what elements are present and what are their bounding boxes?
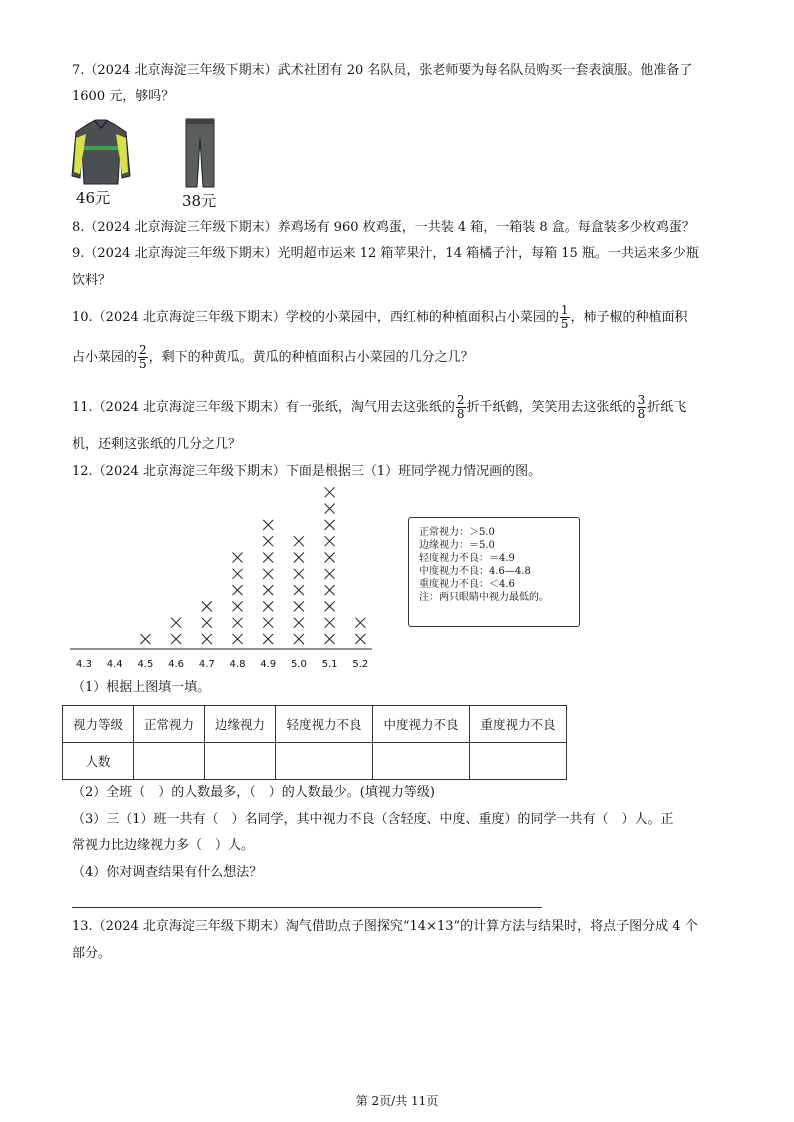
cross-mark — [233, 553, 243, 563]
q10-line2 — [72, 344, 474, 371]
q12-sub3-line1: （3）三（1）班一共有（ ）名同学，其中视力不良（含轻度、中度、重度）的同学一共有（ ）人。正 — [72, 812, 674, 827]
cross-mark — [325, 536, 335, 546]
q12-sub4: （4）你对调查结果有什么想法？ — [72, 865, 263, 880]
cross-mark — [294, 585, 304, 595]
cross-mark — [140, 634, 150, 644]
x-tick-label: 4.5 — [137, 659, 154, 670]
cross-mark — [233, 634, 243, 644]
cross-mark — [263, 536, 273, 546]
cross-mark — [325, 504, 335, 514]
cross-mark — [294, 634, 304, 644]
cross-mark — [325, 585, 335, 595]
cross-mark — [171, 634, 181, 644]
answer-cell[interactable] — [134, 743, 205, 780]
x-tick-label: 4.7 — [198, 659, 215, 670]
cross-mark — [263, 520, 273, 530]
cross-mark — [263, 618, 273, 628]
q12-sub2: （2）全班（ ）的人数最多，（ ）的人数最少。(填视力等级) — [72, 785, 435, 800]
cross-mark — [263, 553, 273, 563]
cross-mark — [233, 618, 243, 628]
pants-price: 38元 — [182, 192, 217, 210]
legend-line: 正常视力：＞5.0 — [419, 527, 495, 538]
q10-text-c: 占小菜园的 — [72, 350, 138, 365]
cross-mark — [294, 601, 304, 611]
cross-mark — [325, 520, 335, 530]
q11-fraction-1: $\frac{2}{8}$ — [456, 393, 465, 421]
q11-fraction-2: $\frac{3}{8}$ — [637, 393, 646, 421]
q10-text-b: ，柿子椒的种植面积 — [570, 310, 688, 325]
cross-mark — [263, 585, 273, 595]
q8-text: 8.（2024 北京海淀三年级下期末）养鸡场有 960 枚鸡蛋，一共装 4 箱，一箱装 8 盒。每盒装多少枚鸡蛋？ — [72, 220, 695, 235]
cross-mark — [294, 553, 304, 563]
cross-mark — [202, 618, 212, 628]
q7-line2: 1600 元，够吗？ — [72, 89, 175, 104]
answer-cell[interactable] — [205, 743, 276, 780]
cross-mark — [294, 569, 304, 579]
q13-line2: 部分。 — [72, 946, 112, 961]
answer-cell[interactable] — [276, 743, 373, 780]
jacket-price: 46元 — [76, 189, 111, 207]
x-tick-label: 5.2 — [352, 659, 369, 670]
q12-sub3-line2: 常视力比边缘视力多（ ）人。 — [72, 838, 255, 853]
q11-text-a: 11.（2024 北京海淀三年级下期末）有一张纸，淘气用去这张纸的 — [72, 400, 455, 415]
legend-line: 轻度视力不良：＝4.9 — [419, 553, 515, 564]
legend-line: 边缘视力：＝5.0 — [419, 540, 495, 551]
legend-box — [408, 517, 580, 627]
table-header: 轻度视力不良 — [276, 706, 373, 743]
cross-mark — [325, 569, 335, 579]
q9-line2: 饮料？ — [72, 273, 112, 288]
q12-intro: 12.（2024 北京海淀三年级下期末）下面是根据三（1）班同学视力情况画的图。 — [72, 464, 542, 479]
vision-table — [62, 705, 567, 780]
q11-line1 — [72, 394, 686, 421]
q10-line1 — [72, 304, 688, 331]
answer-line[interactable] — [72, 907, 542, 908]
q9-line1: 9.（2024 北京海淀三年级下期末）光明超市运来 12 箱苹果汁，14 箱橘子汁，每箱 15 瓶。一共运来多少瓶 — [72, 246, 699, 261]
jacket-image — [70, 118, 132, 186]
q12-sub1: （1）根据上图填一填。 — [72, 680, 211, 695]
cross-mark — [325, 487, 335, 497]
q7-line1: 7.（2024 北京海淀三年级下期末）武术社团有 20 名队员，张老师要为每名队员购买一套表演服。他准备了 — [72, 63, 693, 78]
page-footer: 第 2页/共 11页 — [355, 1094, 439, 1108]
q13-line1: 13.（2024 北京海淀三年级下期末）淘气借助点子图探究“14×13”的计算方法与结果时，将点子图分成 4 个 — [72, 919, 698, 934]
cross-mark — [263, 634, 273, 644]
q11-line2: 机，还剩这张纸的几分之几？ — [72, 437, 242, 452]
table-header: 正常视力 — [134, 706, 205, 743]
cross-mark — [355, 634, 365, 644]
x-tick-label: 4.9 — [260, 659, 277, 670]
table-row — [63, 743, 567, 780]
cross-mark — [325, 634, 335, 644]
cross-mark — [325, 601, 335, 611]
q11-text-c: 折纸飞 — [647, 400, 687, 415]
cross-mark — [233, 569, 243, 579]
x-tick-label: 4.4 — [106, 659, 123, 670]
q10-fraction-1: $\frac{1}{5}$ — [560, 303, 569, 331]
cross-mark — [233, 601, 243, 611]
cross-mark — [294, 618, 304, 628]
legend-line: 中度视力不良：4.6—4.8 — [419, 566, 531, 577]
legend-line: 注：两只眼睛中视力最低的。 — [419, 592, 549, 603]
cross-mark — [325, 553, 335, 563]
cross-mark — [355, 618, 365, 628]
cross-mark — [202, 634, 212, 644]
q11-text-b: 折千纸鹤，笑笑用去这张纸的 — [466, 400, 636, 415]
x-tick-label: 5.1 — [321, 659, 338, 670]
legend-line: 重度视力不良：＜4.6 — [419, 579, 515, 590]
table-header: 重度视力不良 — [470, 706, 567, 743]
cross-mark — [171, 618, 181, 628]
q10-fraction-2: $\frac{2}{5}$ — [139, 343, 147, 371]
table-row — [63, 706, 567, 743]
x-tick-label: 4.8 — [229, 659, 246, 670]
q10-text-d: ，剩下的种黄瓜。黄瓜的种植面积占小菜园的几分之几？ — [148, 350, 474, 365]
x-tick-label: 5.0 — [290, 659, 307, 670]
vision-dot-plot — [60, 484, 380, 670]
x-tick-label: 4.6 — [168, 659, 185, 670]
cross-mark — [263, 601, 273, 611]
x-tick-label: 4.3 — [76, 659, 92, 670]
answer-cell[interactable] — [373, 743, 470, 780]
cross-mark — [263, 569, 273, 579]
answer-cell[interactable] — [470, 743, 567, 780]
table-header: 中度视力不良 — [373, 706, 470, 743]
cross-mark — [325, 618, 335, 628]
q10-text-a: 10.（2024 北京海淀三年级下期末）学校的小菜园中，西红柿的种植面积占小菜园的 — [72, 310, 559, 325]
table-header: 边缘视力 — [205, 706, 276, 743]
pants-image — [183, 117, 217, 189]
cross-mark — [233, 585, 243, 595]
table-row-label: 人数 — [63, 743, 134, 780]
table-header: 视力等级 — [63, 706, 134, 743]
cross-mark — [202, 601, 212, 611]
cross-mark — [294, 536, 304, 546]
